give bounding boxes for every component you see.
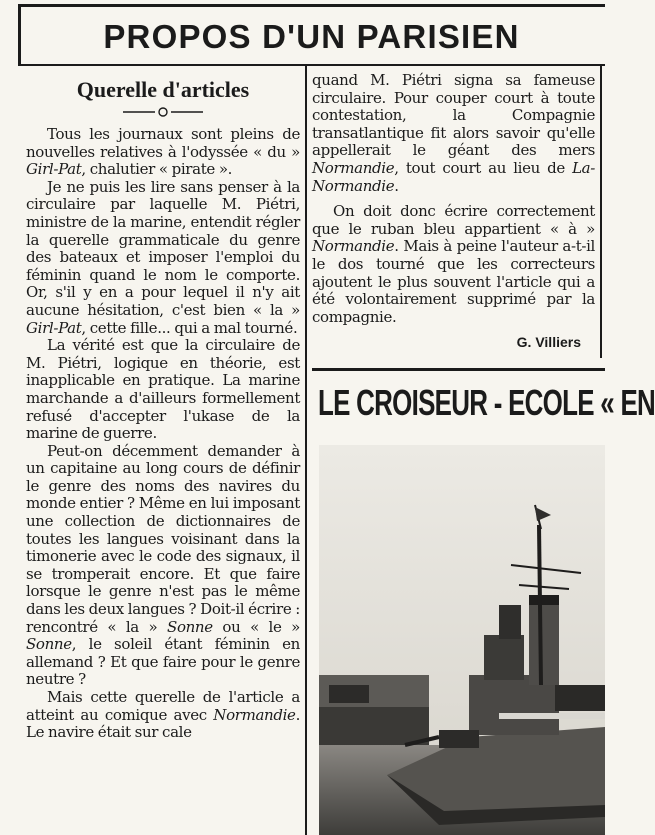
italic-ship-name: Sonne <box>26 635 72 654</box>
article-right-column <box>312 72 595 350</box>
section-separator <box>312 368 605 371</box>
right-edge-rule <box>600 66 602 358</box>
text-run: ou « le » <box>212 617 300 636</box>
paragraph <box>26 443 300 689</box>
article-body-right <box>312 72 595 326</box>
sidebar-headline: LE CROISEUR - ECOLE « EN <box>318 382 655 423</box>
text-run: On doit donc écrire correctement que le ruban bleu appartient « à » <box>312 202 595 238</box>
text-run: La vérité est que la circulaire de M. Piétri, logique en théorie, est inapplicable en pratique. La marine marchande a d'ailleurs formellement refusé d'accepter l'ukase de la marine de guerre. <box>26 336 300 443</box>
article-title: Querelle d'articles <box>76 77 250 102</box>
left-frame-rule <box>18 4 21 64</box>
italic-ship-name: Girl-Pat <box>26 160 82 179</box>
headline-underline <box>18 64 605 66</box>
column-divider <box>305 66 307 835</box>
text-run: . Mais à peine l'auteur a-t-il le dos tourné que les correcteurs ajoutent le plus souvent l'article qui a été volontairement supprimé par la compagnie. <box>312 237 595 326</box>
sidebar-headline-box <box>318 380 655 426</box>
text-run: Je ne puis les lire sans penser à la circulaire par laquelle M. Piétri, ministre de la marine, entendit régler la querelle grammaticale du genre des bateaux et imposer l'emploi du féminin quand le nom le comporte. Or, s'il y en a pour lequel il n'y ait aucune hésitation, c'est bien « la » <box>26 177 300 319</box>
text-run: Peut-on décemment demander à un capitaine au long cours de définir le genre des noms des navires du monde entier ? Même en lui imposant une collection de dictionnaires de toutes les langues voisinant dans la timonerie avec le code des signaux, il se tromperait encore. Et que faire lorsque le genre n'est pas le même dans les deux langues ? Doit-il écrire : rencontré « la » <box>26 441 300 636</box>
italic-ship-name: Normandie <box>312 158 395 177</box>
text-run: , tout court au lieu de <box>394 158 573 177</box>
cruiser-photo <box>319 445 605 835</box>
paragraph <box>26 126 300 179</box>
text-run: . <box>394 176 399 195</box>
paragraph <box>312 72 595 195</box>
italic-ship-name: Girl-Pat <box>26 318 82 337</box>
text-run: , cette fille... qui a mal tourné. <box>81 318 298 337</box>
paragraph <box>26 689 300 742</box>
text-run: , le soleil étant féminin en allemand ? Et que faire pour le genre neutre ? <box>26 635 300 689</box>
text-run: quand M. Piétri signa sa fameuse circulaire. Pour couper court à toute contestation, la Compagnie transatlantique fit alors savoir qu'elle appellerait le géant des mers <box>312 71 595 160</box>
text-run: Tous les journaux sont pleins de nouvelles relatives à l'odyssée « du » <box>26 125 300 161</box>
italic-ship-name: Normandie <box>312 237 395 256</box>
page-headline: PROPOS D'UN PARISIEN <box>103 18 520 55</box>
article-body-left <box>26 126 300 742</box>
italic-ship-name: Normandie <box>213 705 296 724</box>
ornament-divider-icon <box>121 106 205 118</box>
article-signature: G. Villiers <box>516 334 581 351</box>
text-run: , chalutier « pirate ». <box>81 160 233 179</box>
paragraph <box>26 179 300 337</box>
paragraph <box>26 337 300 443</box>
text-run: Mais cette querelle de l'article a atteint au comique avec <box>26 688 300 724</box>
article-left-column <box>26 72 300 742</box>
text-run: . Le navire était sur cale <box>26 705 300 742</box>
italic-ship-name: La-Normandie <box>312 158 595 195</box>
italic-ship-name: Sonne <box>167 617 213 636</box>
paragraph <box>312 203 595 326</box>
top-frame-rule <box>18 4 605 7</box>
